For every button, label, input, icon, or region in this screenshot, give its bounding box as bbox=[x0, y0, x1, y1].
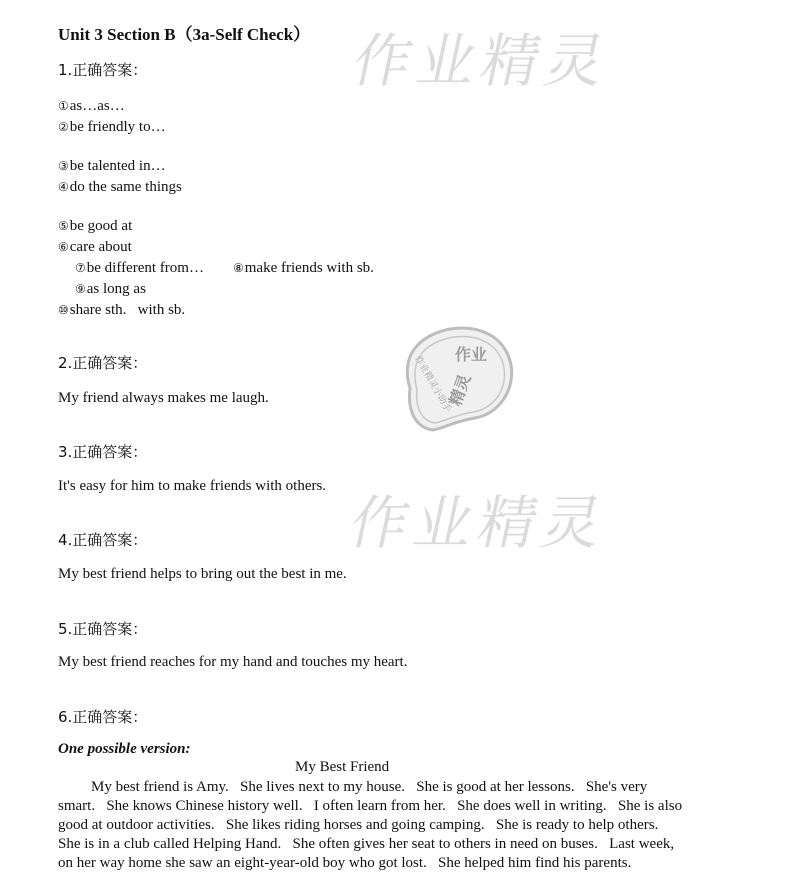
q1-item-10 bbox=[58, 302, 185, 319]
q1-heading: 1.正确答案： bbox=[58, 61, 148, 79]
q1-item-10-number: ⑩ bbox=[58, 303, 69, 317]
q1-item-7-number: ⑦ bbox=[75, 261, 86, 275]
q5-answer: My best friend reaches for my hand and touches my heart. bbox=[58, 654, 408, 670]
essay-line-1: My best friend is Amy. She lives next to my house. She is good at her lessons. She's very bbox=[91, 779, 648, 795]
watermark-middle: 作业精灵 bbox=[343, 489, 615, 557]
q6-version-label: One possible version: bbox=[58, 741, 191, 757]
q1-item-3-text: be talented in… bbox=[69, 158, 166, 174]
watermark-top: 作业精灵 bbox=[346, 27, 618, 95]
q1-item-5 bbox=[58, 218, 132, 235]
q1-item-8-text: make friends with sb. bbox=[244, 260, 374, 276]
q5-heading: 5.正确答案： bbox=[58, 620, 148, 638]
q4-heading: 4.正确答案： bbox=[58, 531, 148, 549]
q1-item-5-number: ⑤ bbox=[58, 219, 69, 233]
q1-item-1-number: ① bbox=[58, 99, 69, 113]
q1-item-6-text: care about bbox=[69, 239, 132, 255]
q2-answer: My friend always makes me laugh. bbox=[58, 390, 269, 406]
seal-arc-text: 作业精灵小助手 bbox=[412, 354, 453, 415]
seal-stamp-icon bbox=[395, 318, 525, 438]
q1-item-2-text: be friendly to… bbox=[69, 119, 166, 135]
seal-top-text: 作业 bbox=[455, 345, 488, 364]
q1-item-4-text: do the same things bbox=[69, 179, 182, 195]
q1-item-8 bbox=[233, 260, 374, 277]
q6-heading: 6.正确答案： bbox=[58, 708, 148, 726]
q1-item-4-number: ④ bbox=[58, 180, 69, 194]
q1-item-6-number: ⑥ bbox=[58, 240, 69, 254]
q3-heading: 3.正确答案： bbox=[58, 443, 148, 461]
q3-answer: It's easy for him to make friends with others. bbox=[58, 478, 327, 494]
q4-answer: My best friend helps to bring out the best in me. bbox=[58, 566, 347, 582]
essay-line-5: on her way home she saw an eight-year-old boy who got lost. She helped him find his parents. bbox=[58, 855, 632, 871]
essay-title: My Best Friend bbox=[295, 759, 390, 775]
q1-item-9 bbox=[75, 281, 146, 298]
q1-item-8-number: ⑧ bbox=[233, 261, 244, 275]
q1-item-9-number: ⑨ bbox=[75, 282, 86, 296]
q1-item-7-text: be different from… bbox=[86, 260, 204, 276]
q1-item-6 bbox=[58, 239, 132, 256]
q2-heading: 2.正确答案： bbox=[58, 354, 148, 372]
q1-item-5-text: be good at bbox=[69, 218, 133, 234]
q1-item-7 bbox=[75, 260, 204, 277]
q1-item-2 bbox=[58, 119, 166, 136]
essay-line-4: She is in a club called Helping Hand. She often gives her seat to others in need on buses. Last week, bbox=[58, 836, 675, 852]
q1-item-10-text: share sth. with sb. bbox=[69, 302, 186, 318]
q1-item-2-number: ② bbox=[58, 120, 69, 134]
seal-bottom-text: 精灵 bbox=[445, 371, 475, 409]
q1-item-3-number: ③ bbox=[58, 159, 69, 173]
q1-item-3 bbox=[58, 158, 166, 175]
q1-item-1-text: as…as… bbox=[69, 98, 125, 114]
q1-item-9-text: as long as bbox=[86, 281, 146, 297]
q1-item-1 bbox=[58, 98, 125, 115]
q1-item-4 bbox=[58, 179, 182, 196]
essay-line-3: good at outdoor activities. She likes riding horses and going camping. She is ready to help others. bbox=[58, 817, 659, 833]
page-title: Unit 3 Section B（3a-Self Check） bbox=[58, 25, 311, 44]
essay-line-2: smart. She knows Chinese history well. I often learn from her. She does well in writing. She is also bbox=[58, 798, 683, 814]
